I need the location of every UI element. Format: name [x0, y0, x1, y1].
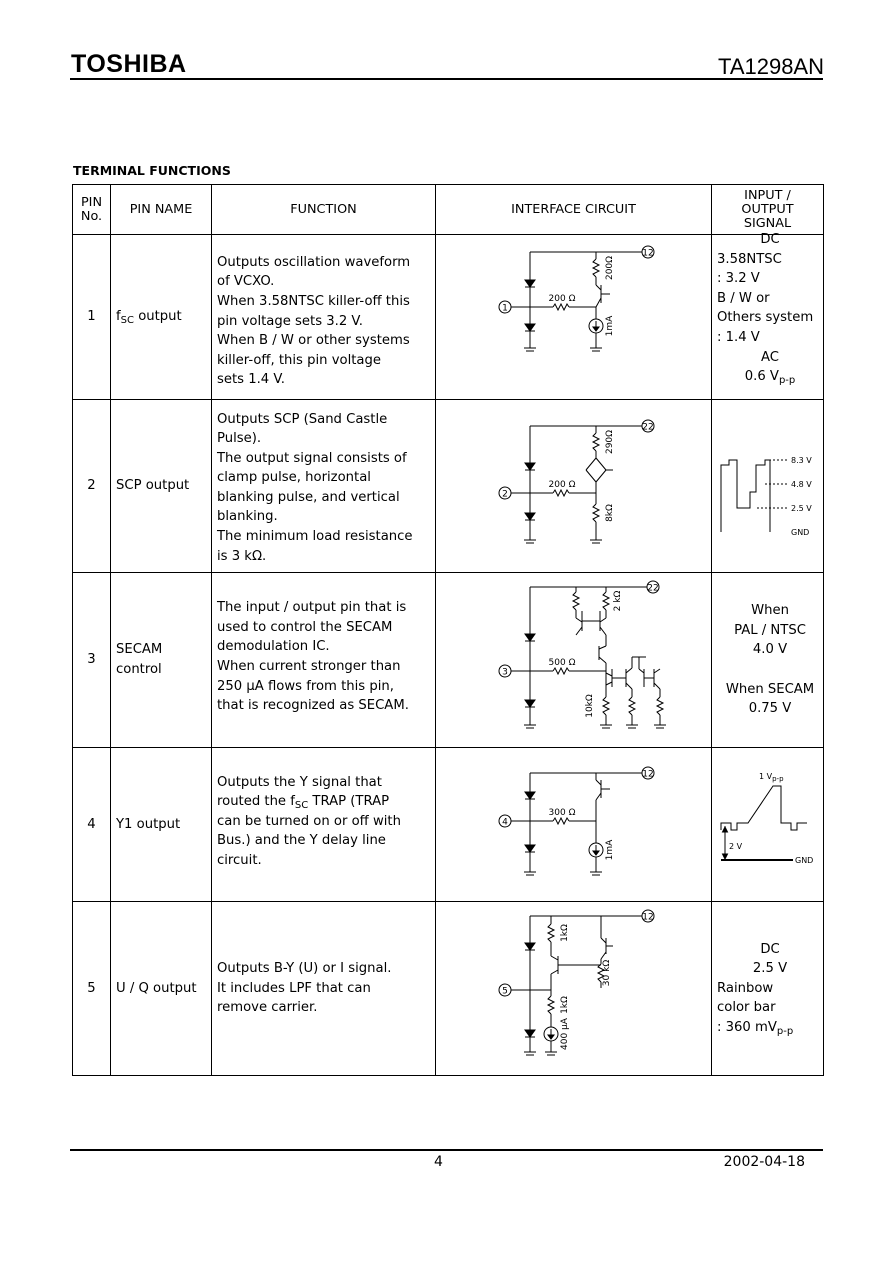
- y1-waveform-chart: [717, 748, 829, 895]
- function-text: Outputs oscillation waveform of VCXO. When 3.58NTSC killer-off this pin voltage sets 3.2 V. When B / W or other systems killer-off, this pin voltage sets 1.4 V.: [212, 235, 436, 400]
- header-rule: [70, 78, 823, 80]
- page-number: 4: [434, 1154, 443, 1170]
- terminal-functions-table: [72, 184, 824, 1076]
- io-signal: When PAL / NTSC 4.0 V When SECAM 0.75 V: [712, 573, 824, 748]
- pin-number: 1: [73, 235, 111, 400]
- io-signal-waveform: [712, 747, 824, 902]
- svg-text:22: 22: [647, 583, 659, 594]
- svg-text:1kΩ: 1kΩ: [560, 996, 570, 1015]
- svg-text:8.3 V: 8.3 V: [791, 455, 812, 465]
- svg-text:GND: GND: [791, 527, 810, 537]
- svg-text:290Ω: 290Ω: [605, 429, 615, 454]
- svg-text:1: 1: [502, 303, 508, 314]
- io-signal: DC 3.58NTSC : 3.2 V B / W or Others system : 1.4 V AC 0.6 $V_{p-p}$: [712, 235, 824, 400]
- svg-text:12: 12: [642, 912, 654, 923]
- svg-text:30 kΩ: 30 kΩ: [602, 960, 612, 987]
- circuit-pin4-diagram: [436, 748, 712, 895]
- svg-text:8kΩ: 8kΩ: [605, 503, 615, 522]
- header-pin-name: PIN NAME: [111, 185, 212, 235]
- io-signal-waveform: [712, 399, 824, 573]
- interface-circuit: [436, 235, 712, 400]
- svg-text:300 Ω: 300 Ω: [548, 807, 576, 818]
- svg-text:2 kΩ: 2 kΩ: [613, 590, 623, 612]
- svg-text:12: 12: [642, 769, 654, 780]
- svg-text:200 Ω: 200 Ω: [548, 479, 576, 490]
- io-signal: DC 2.5 V Rainbow color bar : 360 $mV_{p-p}$: [712, 902, 824, 1076]
- footer-rule: [70, 1149, 823, 1151]
- function-text: The input / output pin that is used to control the SECAM demodulation IC. When current stronger than 250 µA flows from this pin, that is recognized as SECAM.: [212, 573, 436, 748]
- interface-circuit: [436, 399, 712, 573]
- brand-logo: TOSHIBA: [71, 50, 187, 78]
- svg-text:200Ω: 200Ω: [605, 255, 615, 281]
- header-io-signal: INPUT / OUTPUT SIGNAL: [712, 185, 824, 235]
- svg-text:12: 12: [642, 248, 654, 259]
- interface-circuit: [436, 747, 712, 902]
- pin-number: 3: [73, 573, 111, 748]
- pin-name: U / Q output: [111, 902, 212, 1076]
- function-text: Outputs B-Y (U) or I signal. It includes LPF that can remove carrier.: [212, 902, 436, 1076]
- circuit-pin3-diagram: [436, 573, 712, 740]
- document-date: 2002-04-18: [723, 1154, 805, 1170]
- svg-text:4.8 V: 4.8 V: [791, 479, 812, 489]
- svg-text:2 V: 2 V: [729, 841, 743, 851]
- svg-text:10kΩ: 10kΩ: [585, 694, 595, 718]
- scp-waveform-chart: [717, 400, 829, 566]
- circuit-pin2-diagram: [436, 400, 712, 566]
- svg-text:22: 22: [642, 422, 654, 433]
- section-title: TERMINAL FUNCTIONS: [73, 163, 231, 178]
- svg-text:1 Vp-p: 1 Vp-p: [759, 771, 784, 783]
- header-interface-circuit: INTERFACE CIRCUIT: [436, 185, 712, 235]
- pin-name: SCP output: [111, 399, 212, 573]
- svg-text:200 Ω: 200 Ω: [548, 294, 576, 304]
- svg-text:5: 5: [502, 986, 508, 997]
- part-number: TA1298AN: [718, 54, 824, 79]
- pin-number: 2: [73, 399, 111, 573]
- table-row: [73, 902, 824, 1076]
- svg-text:1kΩ: 1kΩ: [560, 924, 570, 943]
- pin-name: Y1 output: [111, 747, 212, 902]
- circuit-pin5-diagram: [436, 902, 712, 1068]
- interface-circuit: [436, 573, 712, 748]
- table-row: [73, 399, 824, 573]
- circuit-pin1-diagram: [436, 235, 712, 392]
- svg-text:400 µA: 400 µA: [560, 1018, 570, 1051]
- pin-name: SECAM control: [111, 573, 212, 748]
- svg-text:4: 4: [502, 817, 508, 828]
- function-text: Outputs SCP (Sand Castle Pulse). The output signal consists of clamp pulse, horizontal blanking pulse, and vertical blanking. The minimum load resistance is 3 kΩ.: [212, 399, 436, 573]
- function-text: Outputs the Y signal that routed the $f_{SC}$ TRAP (TRAP can be turned on or off with Bus.) and the Y delay line circuit.: [212, 747, 436, 902]
- pin-number: 5: [73, 902, 111, 1076]
- pin-name: $f_{SC}$ output: [111, 235, 212, 400]
- header-function: FUNCTION: [212, 185, 436, 235]
- interface-circuit: [436, 902, 712, 1076]
- svg-text:1mA: 1mA: [605, 315, 615, 337]
- table-row: [73, 235, 824, 400]
- header-pin-no: PIN No.: [73, 185, 111, 235]
- table-row: [73, 573, 824, 748]
- svg-text:1mA: 1mA: [605, 839, 615, 861]
- svg-text:3: 3: [502, 667, 508, 678]
- table-header-row: [73, 185, 824, 235]
- svg-text:2: 2: [502, 489, 508, 500]
- pin-number: 4: [73, 747, 111, 902]
- svg-text:GND: GND: [795, 855, 814, 865]
- svg-text:500 Ω: 500 Ω: [548, 658, 576, 669]
- svg-text:2.5 V: 2.5 V: [791, 503, 812, 513]
- table-row: [73, 747, 824, 902]
